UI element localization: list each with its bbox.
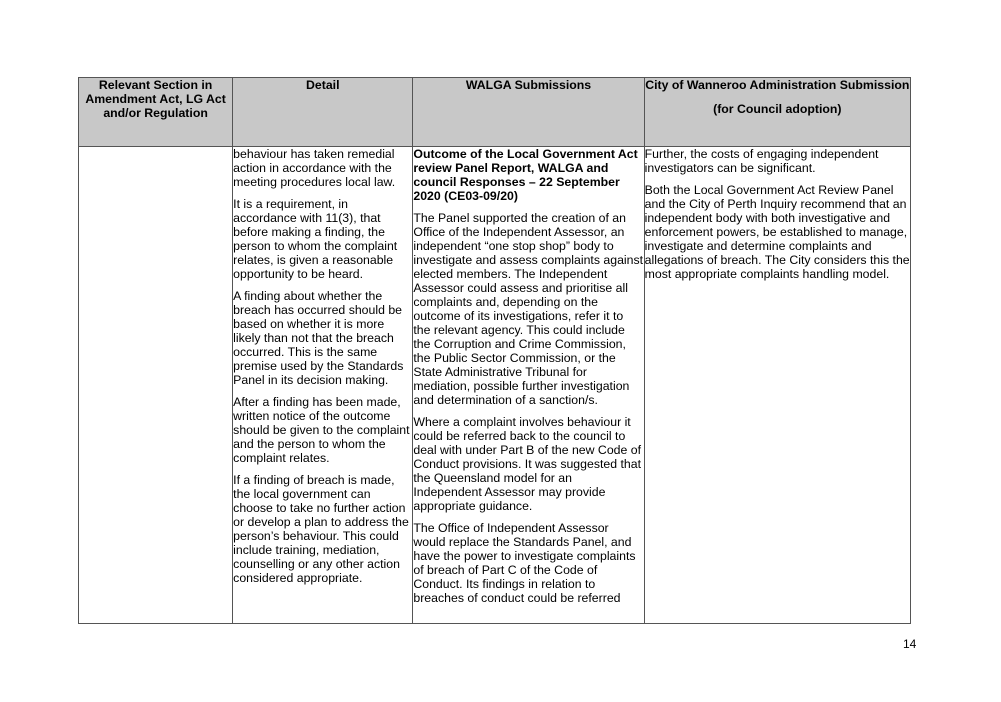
- walga-cell: [413, 147, 644, 624]
- detail-paragraph: If a finding of breach is made, the local government can choose to take no further action or develop a plan to address the person’s behaviour. This could include training, mediation, counselling or any other action considered appropriate.: [233, 473, 409, 585]
- table-header-row: [79, 78, 911, 147]
- detail-paragraph: behaviour has taken remedial action in accordance with the meeting procedures local law.: [233, 147, 396, 189]
- page-number: 14: [903, 637, 917, 651]
- detail-paragraph: A finding about whether the breach has occurred should be based on whether it is more likely than not that the breach occurred. This is the same premise used by the Standards Panel in its decision making.: [233, 289, 404, 387]
- detail-paragraph: After a finding has been made, written notice of the outcome should be given to the complaint and the person to whom the complaint relates.: [233, 395, 410, 465]
- city-cell: [644, 147, 910, 624]
- walga-paragraph: Where a complaint involves behaviour it could be referred back to the council to deal with under Part B of the new Code of Conduct provisions. It was suggested that the Queensland model for an Independent Assessor may provide appropriate guidance.: [413, 415, 642, 513]
- header-city-submission-subtitle: (for Council adoption): [713, 102, 842, 116]
- header-detail: Detail: [233, 78, 413, 147]
- header-relevant-section: Relevant Section in Amendment Act, LG Act and/or Regulation: [79, 78, 233, 147]
- city-paragraph: Further, the costs of engaging independent investigators can be significant.: [644, 147, 879, 175]
- walga-paragraph: The Office of Independent Assessor would replace the Standards Panel, and have the power to investigate complaints of breach of Part C of the Code of Conduct. Its findings in relation to breaches of conduct could be referred: [413, 521, 636, 605]
- header-walga-submissions: WALGA Submissions: [413, 78, 644, 147]
- relevant-section-cell: [79, 147, 233, 624]
- city-paragraph: Both the Local Government Act Review Panel and the City of Perth Inquiry recommend that an independent body with both investigative and enforcement powers, be established to manage, investigate and determine complaints and allegations of breach. The City considers this the most appropriate complaints handling model.: [644, 183, 910, 281]
- detail-cell: [233, 147, 413, 624]
- table-row: [79, 147, 911, 624]
- walga-paragraph: The Panel supported the creation of an Office of the Independent Assessor, an independent “one stop shop” body to investigate and assess complaints against elected members. The Independent Assessor could assess and prioritise all complaints and, depending on the outcome of its investigations, refer it to the relevant agency. This could include the Corruption and Crime Commission, the Public Sector Commission, or the State Administrative Tribunal for mediation, possible further investigation and determination of a sanction/s.: [413, 211, 644, 407]
- header-city-submission: [644, 78, 910, 147]
- walga-heading: Outcome of the Local Government Act review Panel Report, WALGA and council Responses – 22 September 2020 (CE03-09/20): [413, 147, 638, 203]
- submissions-table: [78, 77, 911, 624]
- header-city-submission-title: City of Wanneroo Administration Submission: [645, 78, 910, 92]
- detail-paragraph: It is a requirement, in accordance with 11(3), that before making a finding, the person to whom the complaint relates, is given a reasonable opportunity to be heard.: [233, 197, 398, 281]
